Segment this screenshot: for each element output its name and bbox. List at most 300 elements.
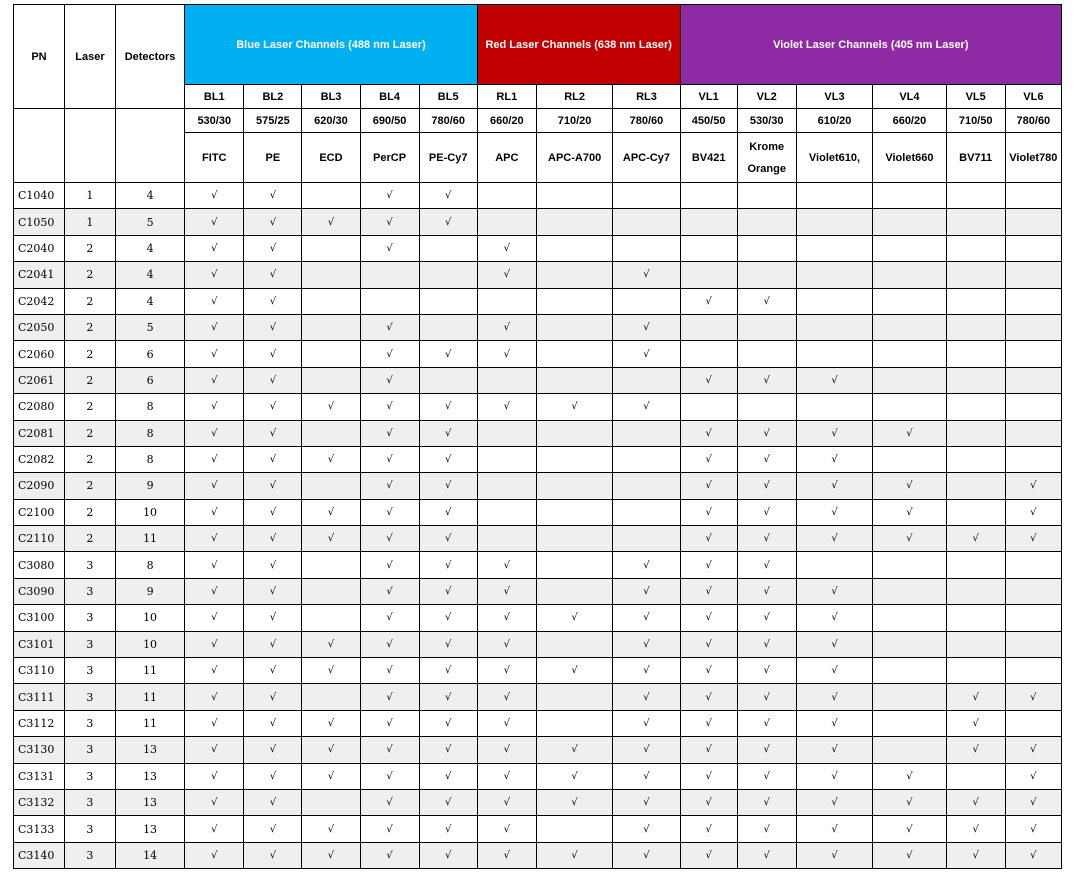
check-mark-icon: √: [327, 770, 335, 782]
channel-check-cell: [946, 842, 1005, 868]
check-mark-icon: √: [445, 427, 452, 439]
check-mark-icon: √: [211, 480, 218, 492]
check-mark-icon: √: [386, 770, 393, 782]
channel-filter-header: 660/20: [873, 109, 946, 133]
check-mark-icon: √: [906, 480, 913, 492]
channel-filter-header: 610/20: [796, 109, 872, 133]
check-mark-icon: √: [643, 797, 650, 809]
channel-check-cell: [536, 737, 612, 763]
channel-filter-header: 620/30: [302, 109, 360, 133]
channel-check-cell: [873, 763, 946, 789]
check-mark-icon: √: [831, 612, 838, 624]
channel-filter-header: 780/60: [613, 109, 680, 133]
channel-check-cell: [796, 631, 872, 657]
channel-check-cell: [477, 816, 536, 842]
check-mark-icon: √: [269, 269, 277, 281]
check-mark-icon: √: [445, 190, 452, 202]
channel-check-cell: [1005, 737, 1061, 763]
channel-check-cell: [737, 446, 796, 472]
channel-check-cell: [613, 552, 680, 578]
channel-check-cell: [737, 605, 796, 631]
pn-cell: C3112: [14, 710, 65, 736]
channel-check-cell: [796, 605, 872, 631]
channel-check-cell: [796, 183, 872, 209]
check-mark-icon: √: [211, 374, 218, 386]
channel-check-cell: [185, 499, 244, 525]
channel-check-cell: [302, 499, 360, 525]
channel-check-cell: [680, 789, 737, 815]
channel-check-cell: [244, 473, 302, 499]
channel-check-cell: [536, 578, 612, 604]
check-mark-icon: √: [503, 348, 510, 360]
channel-check-cell: [244, 684, 302, 710]
channel-check-cell: [536, 367, 612, 393]
check-mark-icon: √: [643, 269, 650, 281]
check-mark-icon: √: [571, 665, 578, 677]
channel-check-cell: [302, 842, 360, 868]
check-mark-icon: √: [643, 559, 650, 571]
check-mark-icon: √: [386, 401, 393, 413]
check-mark-icon: √: [503, 322, 510, 334]
channel-check-cell: [613, 499, 680, 525]
channel-filter-header: 780/60: [419, 109, 477, 133]
channel-check-cell: [360, 446, 419, 472]
check-mark-icon: √: [445, 559, 452, 571]
channel-check-cell: [873, 842, 946, 868]
detectors-header: Detectors: [115, 5, 184, 109]
channel-check-cell: [680, 631, 737, 657]
pn-cell: C1040: [14, 183, 65, 209]
check-mark-icon: √: [763, 797, 770, 809]
channel-check-cell: [419, 658, 477, 684]
channel-check-cell: [360, 684, 419, 710]
channel-check-cell: [419, 552, 477, 578]
channel-check-cell: [796, 789, 872, 815]
channel-check-cell: [680, 394, 737, 420]
channel-check-cell: [613, 658, 680, 684]
channel-check-cell: [873, 578, 946, 604]
channel-check-cell: [244, 394, 302, 420]
check-mark-icon: √: [211, 427, 218, 439]
channel-check-cell: [185, 842, 244, 868]
channel-check-cell: [946, 473, 1005, 499]
channel-check-cell: [1005, 394, 1061, 420]
channel-check-cell: [873, 341, 946, 367]
channel-code-header: BL1: [185, 85, 244, 109]
channel-check-cell: [680, 578, 737, 604]
channel-check-cell: [796, 235, 872, 261]
check-mark-icon: √: [763, 823, 770, 835]
channel-check-cell: [419, 737, 477, 763]
channel-check-cell: [680, 420, 737, 446]
channel-check-cell: [737, 420, 796, 446]
check-mark-icon: √: [763, 374, 770, 386]
laser-cell: 3: [64, 552, 115, 578]
channel-check-cell: [244, 789, 302, 815]
channel-code-header: BL4: [360, 85, 419, 109]
check-mark-icon: √: [972, 797, 979, 809]
check-mark-icon: √: [327, 638, 335, 650]
check-mark-icon: √: [503, 823, 510, 835]
check-mark-icon: √: [269, 322, 277, 334]
pn-cell: C3100: [14, 605, 65, 631]
check-mark-icon: √: [972, 691, 979, 703]
channel-check-cell: [1005, 710, 1061, 736]
channel-check-cell: [796, 341, 872, 367]
check-mark-icon: √: [503, 770, 510, 782]
channel-check-cell: [1005, 367, 1061, 393]
detectors-cell: 8: [115, 394, 184, 420]
check-mark-icon: √: [386, 612, 393, 624]
check-mark-icon: √: [269, 506, 277, 518]
channel-check-cell: [244, 499, 302, 525]
channel-check-cell: [360, 789, 419, 815]
laser-cell: 2: [64, 288, 115, 314]
detectors-cell: 9: [115, 473, 184, 499]
check-mark-icon: √: [705, 691, 712, 703]
channel-check-cell: [185, 262, 244, 288]
channel-check-cell: [536, 235, 612, 261]
channel-check-cell: [873, 499, 946, 525]
table-row: [14, 341, 1062, 367]
channel-check-cell: [419, 526, 477, 552]
check-mark-icon: √: [763, 849, 770, 861]
table-row: [14, 235, 1062, 261]
channel-check-cell: [873, 288, 946, 314]
channel-check-cell: [360, 367, 419, 393]
check-mark-icon: √: [269, 401, 277, 413]
check-mark-icon: √: [503, 691, 510, 703]
check-mark-icon: √: [386, 849, 393, 861]
channel-check-cell: [185, 737, 244, 763]
detectors-cell: 13: [115, 816, 184, 842]
channel-check-cell: [477, 341, 536, 367]
check-mark-icon: √: [503, 559, 510, 571]
channel-check-cell: [680, 446, 737, 472]
channel-check-cell: [477, 684, 536, 710]
channel-check-cell: [185, 631, 244, 657]
channel-check-cell: [419, 420, 477, 446]
laser-cell: 3: [64, 737, 115, 763]
channel-check-cell: [244, 420, 302, 446]
channel-check-cell: [873, 737, 946, 763]
channel-filter-header: 780/60: [1005, 109, 1061, 133]
channel-check-cell: [244, 842, 302, 868]
laser-cell: 3: [64, 658, 115, 684]
check-mark-icon: √: [503, 401, 510, 413]
channel-check-cell: [477, 473, 536, 499]
channel-check-cell: [873, 262, 946, 288]
channel-check-cell: [477, 710, 536, 736]
check-mark-icon: √: [1030, 533, 1037, 545]
check-mark-icon: √: [763, 665, 770, 677]
channel-check-cell: [946, 314, 1005, 340]
channel-check-cell: [873, 314, 946, 340]
check-mark-icon: √: [705, 638, 712, 650]
check-mark-icon: √: [211, 744, 218, 756]
check-mark-icon: √: [386, 797, 393, 809]
channel-check-cell: [477, 262, 536, 288]
channel-check-cell: [477, 394, 536, 420]
channel-check-cell: [302, 446, 360, 472]
channel-check-cell: [419, 473, 477, 499]
channel-check-cell: [244, 763, 302, 789]
channel-check-cell: [873, 526, 946, 552]
channel-check-cell: [613, 183, 680, 209]
channel-check-cell: [477, 842, 536, 868]
channel-check-cell: [477, 446, 536, 472]
channel-check-cell: [244, 526, 302, 552]
check-mark-icon: √: [831, 374, 838, 386]
detectors-cell: 5: [115, 314, 184, 340]
channel-check-cell: [302, 473, 360, 499]
pn-cell: C3111: [14, 684, 65, 710]
check-mark-icon: √: [445, 480, 452, 492]
channel-check-cell: [477, 763, 536, 789]
detectors-cell: 8: [115, 420, 184, 446]
check-mark-icon: √: [445, 454, 452, 466]
channel-check-cell: [613, 578, 680, 604]
channel-dye-header: PerCP: [360, 133, 419, 183]
pn-cell: C2080: [14, 394, 65, 420]
channel-check-cell: [946, 209, 1005, 235]
channel-dye-header: APC: [477, 133, 536, 183]
check-mark-icon: √: [705, 718, 712, 729]
channel-check-cell: [244, 605, 302, 631]
check-mark-icon: √: [211, 533, 218, 545]
channel-check-cell: [946, 262, 1005, 288]
channel-check-cell: [360, 341, 419, 367]
channel-check-cell: [419, 235, 477, 261]
channel-check-cell: [680, 552, 737, 578]
check-mark-icon: √: [705, 665, 712, 677]
check-mark-icon: √: [1030, 691, 1037, 703]
check-mark-icon: √: [211, 242, 218, 254]
check-mark-icon: √: [386, 506, 393, 518]
check-mark-icon: √: [571, 770, 578, 782]
channel-check-cell: [946, 631, 1005, 657]
pn-cell: C2061: [14, 367, 65, 393]
pn-cell: C1050: [14, 209, 65, 235]
channel-dye-header: FITC: [185, 133, 244, 183]
channel-check-cell: [613, 367, 680, 393]
channel-check-cell: [680, 737, 737, 763]
channel-check-cell: [796, 658, 872, 684]
channel-check-cell: [613, 235, 680, 261]
detectors-cell: 11: [115, 658, 184, 684]
table-row: [14, 262, 1062, 288]
channel-check-cell: [1005, 605, 1061, 631]
channel-check-cell: [302, 631, 360, 657]
check-mark-icon: √: [831, 506, 838, 518]
channel-check-cell: [536, 789, 612, 815]
channel-code-header: VL6: [1005, 85, 1061, 109]
channel-check-cell: [536, 288, 612, 314]
check-mark-icon: √: [705, 480, 712, 492]
channel-check-cell: [680, 183, 737, 209]
laser-header: Laser: [64, 5, 115, 109]
check-mark-icon: √: [906, 506, 913, 518]
pn-header: PN: [14, 5, 65, 109]
channel-check-cell: [302, 552, 360, 578]
pn-cell: C3090: [14, 578, 65, 604]
channel-code-header: RL1: [477, 85, 536, 109]
channel-check-cell: [737, 710, 796, 736]
check-mark-icon: √: [571, 401, 578, 413]
table-row: [14, 710, 1062, 736]
channel-check-cell: [873, 420, 946, 446]
channel-check-cell: [737, 288, 796, 314]
check-mark-icon: √: [445, 638, 452, 650]
check-mark-icon: √: [269, 559, 277, 571]
check-mark-icon: √: [211, 190, 218, 202]
check-mark-icon: √: [445, 586, 452, 598]
table-row: [14, 367, 1062, 393]
channel-check-cell: [613, 209, 680, 235]
pn-cell: C3131: [14, 763, 65, 789]
channel-check-cell: [477, 288, 536, 314]
table-row: [14, 446, 1062, 472]
check-mark-icon: √: [831, 849, 838, 861]
check-mark-icon: √: [269, 691, 277, 703]
channel-check-cell: [419, 209, 477, 235]
check-mark-icon: √: [763, 586, 770, 598]
channel-dye-header: ECD: [302, 133, 360, 183]
check-mark-icon: √: [386, 242, 393, 254]
channel-check-cell: [1005, 473, 1061, 499]
channel-check-cell: [680, 658, 737, 684]
channel-check-cell: [946, 526, 1005, 552]
channel-check-cell: [613, 394, 680, 420]
channel-check-cell: [613, 262, 680, 288]
check-mark-icon: √: [1030, 849, 1037, 861]
check-mark-icon: √: [269, 718, 277, 729]
channel-check-cell: [360, 314, 419, 340]
channel-check-cell: [360, 763, 419, 789]
channel-check-cell: [185, 446, 244, 472]
channel-check-cell: [360, 552, 419, 578]
channel-check-cell: [946, 367, 1005, 393]
channel-check-cell: [796, 816, 872, 842]
laser-cell: 2: [64, 367, 115, 393]
laser-cell: 2: [64, 526, 115, 552]
channel-check-cell: [873, 658, 946, 684]
laser-configuration-table: [13, 4, 1062, 869]
check-mark-icon: √: [831, 744, 838, 756]
table-row: [14, 314, 1062, 340]
channel-check-cell: [946, 710, 1005, 736]
check-mark-icon: √: [445, 691, 452, 703]
check-mark-icon: √: [503, 586, 510, 598]
channel-check-cell: [737, 235, 796, 261]
check-mark-icon: √: [705, 506, 712, 518]
check-mark-icon: √: [763, 559, 770, 571]
check-mark-icon: √: [327, 718, 335, 729]
check-mark-icon: √: [1030, 480, 1037, 492]
channel-check-cell: [737, 209, 796, 235]
check-mark-icon: √: [327, 665, 335, 677]
channel-check-cell: [680, 341, 737, 367]
check-mark-icon: √: [211, 401, 218, 413]
channel-check-cell: [360, 526, 419, 552]
check-mark-icon: √: [763, 480, 770, 492]
channel-code-header: VL4: [873, 85, 946, 109]
check-mark-icon: √: [705, 586, 712, 598]
check-mark-icon: √: [327, 401, 335, 413]
channel-check-cell: [737, 367, 796, 393]
table-row: [14, 473, 1062, 499]
pn-cell: C2082: [14, 446, 65, 472]
channel-check-cell: [302, 209, 360, 235]
check-mark-icon: √: [386, 348, 393, 360]
channel-check-cell: [873, 631, 946, 657]
channel-check-cell: [1005, 288, 1061, 314]
check-mark-icon: √: [211, 348, 218, 360]
channel-check-cell: [796, 288, 872, 314]
table-row: [14, 288, 1062, 314]
check-mark-icon: √: [211, 823, 218, 835]
channel-check-cell: [680, 235, 737, 261]
channel-check-cell: [185, 526, 244, 552]
channel-check-cell: [946, 420, 1005, 446]
check-mark-icon: √: [211, 612, 218, 624]
channel-check-cell: [419, 631, 477, 657]
detectors-cell: 10: [115, 499, 184, 525]
pn-cell: C2100: [14, 499, 65, 525]
channel-dye-header: PE-Cy7: [419, 133, 477, 183]
channel-check-cell: [302, 314, 360, 340]
channel-code-header: BL2: [244, 85, 302, 109]
channel-check-cell: [185, 763, 244, 789]
channel-check-cell: [244, 367, 302, 393]
channel-check-cell: [185, 789, 244, 815]
channel-check-cell: [360, 262, 419, 288]
channel-check-cell: [185, 684, 244, 710]
channel-check-cell: [680, 605, 737, 631]
channel-check-cell: [796, 526, 872, 552]
detectors-header-spacer: [115, 109, 184, 183]
channel-check-cell: [185, 367, 244, 393]
channel-check-cell: [1005, 209, 1061, 235]
channel-check-cell: [680, 526, 737, 552]
channel-check-cell: [244, 737, 302, 763]
channel-check-cell: [737, 499, 796, 525]
channel-check-cell: [796, 578, 872, 604]
pn-header-spacer: [14, 109, 65, 183]
check-mark-icon: √: [503, 718, 510, 729]
laser-cell: 2: [64, 394, 115, 420]
check-mark-icon: √: [763, 295, 770, 307]
check-mark-icon: √: [763, 718, 770, 729]
check-mark-icon: √: [831, 533, 838, 545]
check-mark-icon: √: [445, 770, 452, 782]
channel-check-cell: [737, 763, 796, 789]
check-mark-icon: √: [327, 823, 335, 835]
laser-cell: 2: [64, 420, 115, 446]
channel-check-cell: [613, 420, 680, 446]
check-mark-icon: √: [705, 295, 712, 307]
channel-check-cell: [477, 605, 536, 631]
detectors-cell: 4: [115, 262, 184, 288]
check-mark-icon: √: [211, 454, 218, 466]
check-mark-icon: √: [906, 849, 913, 861]
check-mark-icon: √: [503, 849, 510, 861]
channel-check-cell: [680, 816, 737, 842]
channel-check-cell: [302, 737, 360, 763]
channel-check-cell: [796, 446, 872, 472]
channel-check-cell: [360, 816, 419, 842]
check-mark-icon: √: [972, 744, 979, 756]
